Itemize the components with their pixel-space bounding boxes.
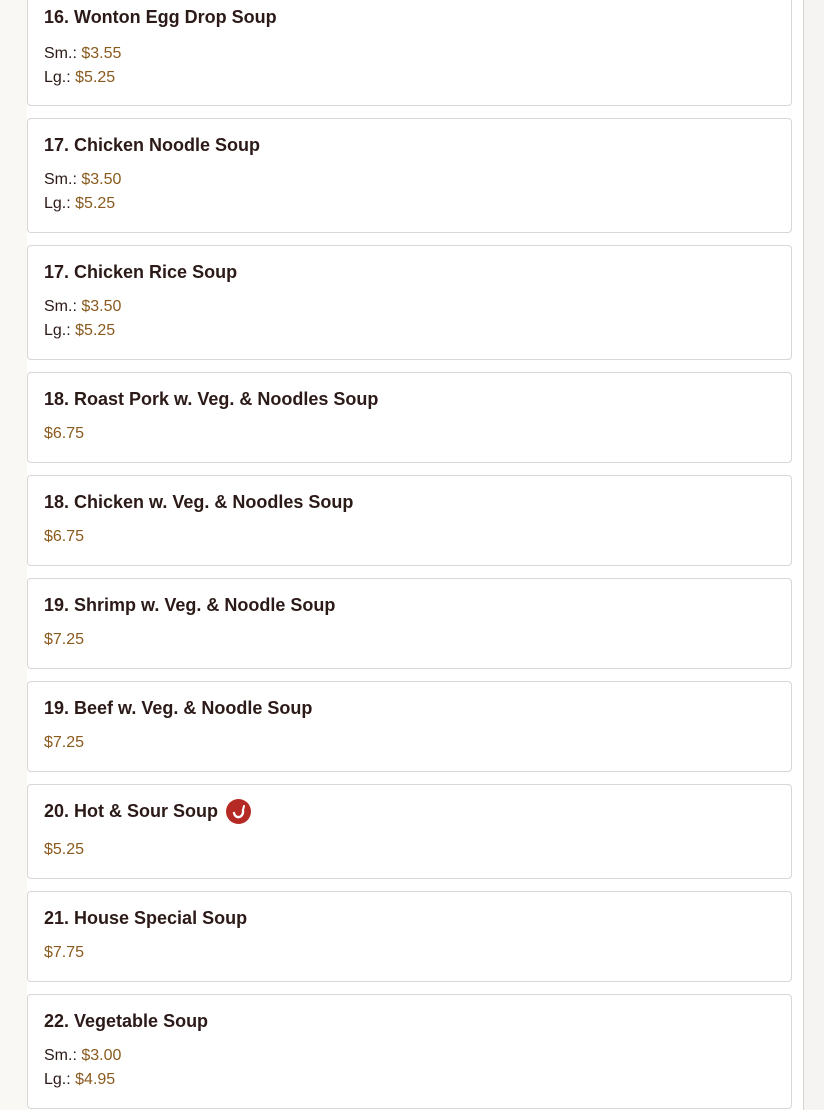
price-small: Sm.: $3.00 [44,1047,122,1064]
price: $5.25 [44,841,85,858]
page-scroll-edge [803,0,824,1110]
menu-item-name: 22. Vegetable Soup [44,1011,209,1031]
menu-item-card[interactable] [27,681,792,772]
price-small: Sm.: $3.50 [44,298,122,315]
menu-item-card[interactable] [27,118,792,233]
menu-item-card[interactable] [27,578,792,669]
menu-item-card[interactable] [27,0,792,106]
price-large: Lg.: $5.25 [44,322,116,339]
menu-item-card[interactable] [27,475,792,566]
menu-item-name: 17. Chicken Noodle Soup [44,135,261,155]
menu-item-name: 21. House Special Soup [44,908,248,928]
menu-item-card[interactable] [27,245,792,360]
price: $7.25 [44,734,85,751]
menu-item-name: 17. Chicken Rice Soup [44,262,238,282]
menu-item-name: 19. Shrimp w. Veg. & Noodle Soup [44,595,336,615]
price: $6.75 [44,425,85,442]
menu-item-card[interactable] [27,372,792,463]
price-small: Sm.: $3.50 [44,171,122,188]
menu-item-name: 16. Wonton Egg Drop Soup [44,7,277,27]
menu-item-card[interactable] [27,994,792,1109]
page-background-left [0,0,27,1110]
price-small: Sm.: $3.55 [44,45,122,62]
price: $7.75 [44,944,85,961]
menu-item-name: 18. Roast Pork w. Veg. & Noodles Soup [44,389,379,409]
price-large: Lg.: $5.25 [44,69,116,86]
price-large: Lg.: $4.95 [44,1071,116,1088]
chili-pepper-icon [226,799,251,824]
menu-item-name: 18. Chicken w. Veg. & Noodles Soup [44,492,354,512]
menu-item-name: 19. Beef w. Veg. & Noodle Soup [44,698,313,718]
price-large: Lg.: $5.25 [44,195,116,212]
menu-item-list [27,0,792,1110]
price: $7.25 [44,631,85,648]
menu-item-card[interactable] [27,784,792,879]
menu-item-name: 20. Hot & Sour Soup [44,799,251,824]
menu-item-card[interactable] [27,891,792,982]
price: $6.75 [44,528,85,545]
